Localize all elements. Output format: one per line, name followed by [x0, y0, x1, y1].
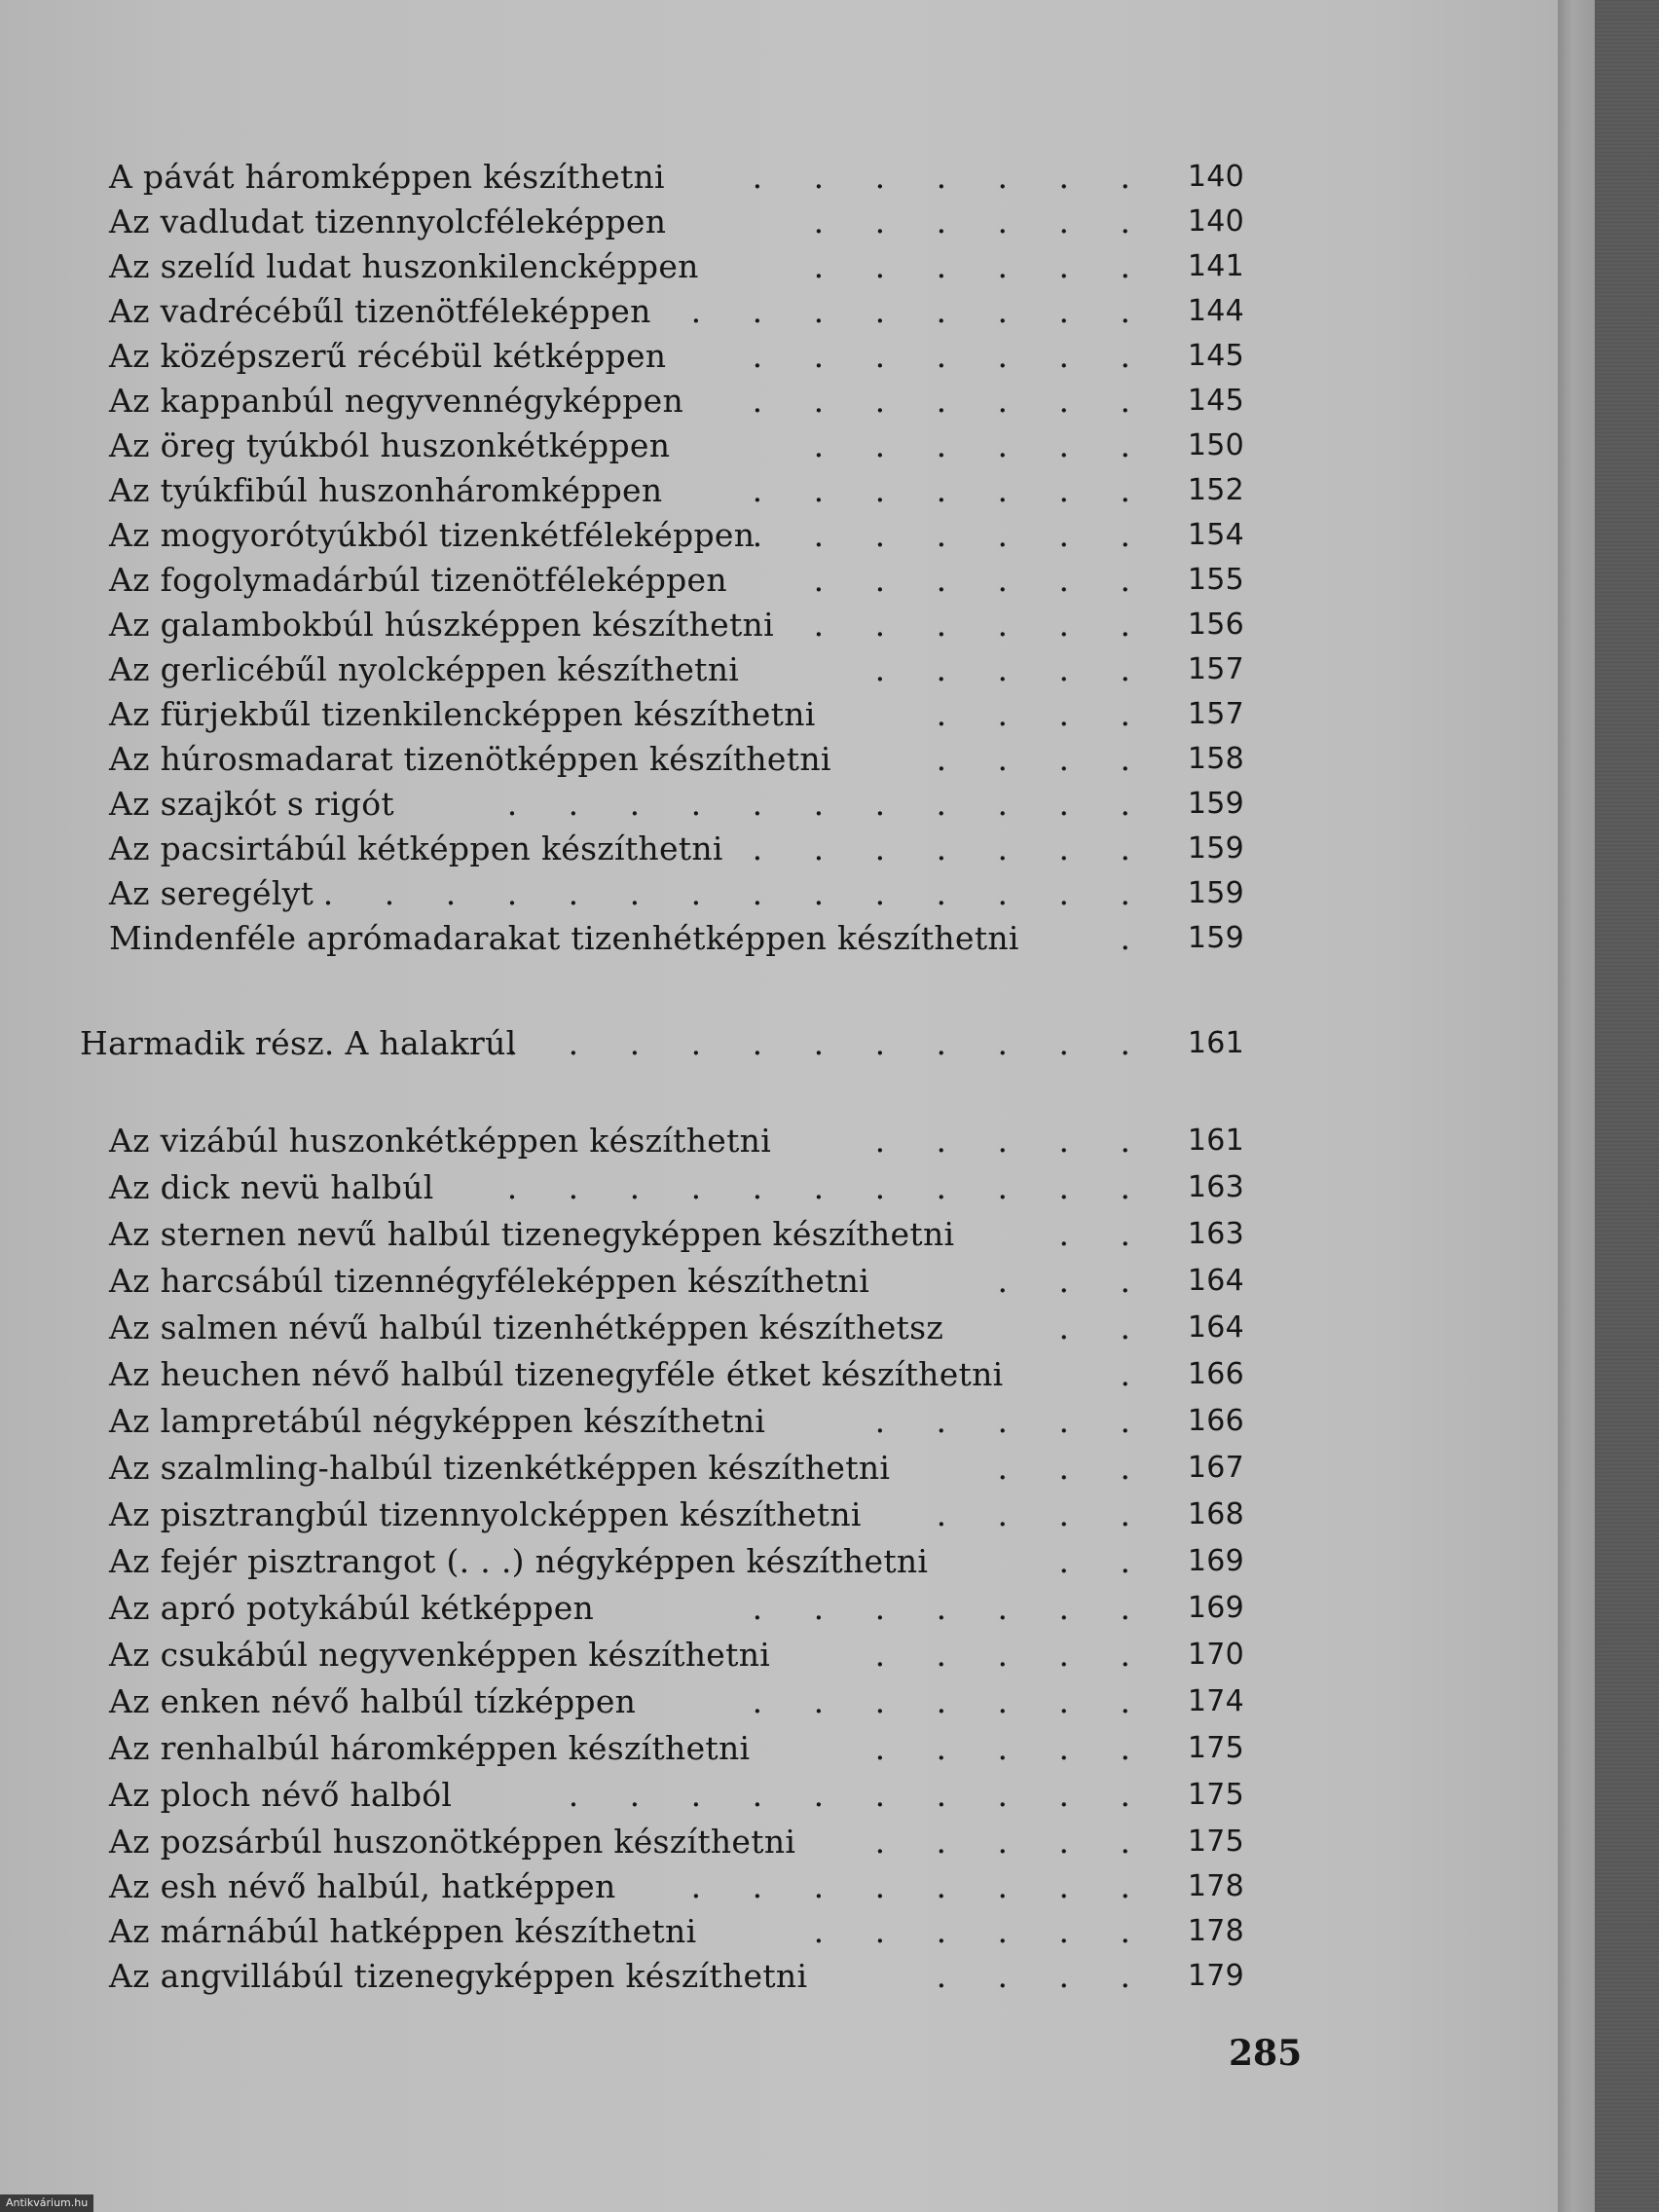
page-number: 285 [1229, 2033, 1303, 2074]
toc-entry-title: Az apró potykábúl kétképpen [109, 1589, 595, 1627]
toc-leader-dots: . . . . [936, 740, 1151, 778]
toc-entry [109, 380, 1244, 423]
toc-page-number: 163 [1187, 1217, 1244, 1251]
toc-leader-dots: . . . . . . . [752, 382, 1151, 420]
toc-entry-title: Az ploch névő halból [109, 1776, 453, 1814]
toc-leader-dots: . . . . . [874, 1729, 1151, 1767]
toc-entry-title: Az húrosmadarat tizenötképpen készíthetni [109, 740, 831, 778]
toc-page-number: 158 [1187, 742, 1244, 776]
toc-entry [109, 1865, 1244, 1908]
toc-entry [109, 1680, 1244, 1723]
toc-leader-dots: . [1120, 919, 1151, 957]
toc-leader-dots: . . . . . . . [752, 516, 1151, 554]
toc-entry-title: Az szajkót s rigót [109, 785, 394, 823]
toc-entry [109, 335, 1244, 378]
toc-leader-dots: . . . . . . . [752, 158, 1151, 196]
toc-entry-title: Az vizábúl huszonkétképpen készíthetni [109, 1122, 772, 1160]
toc-page-number: 140 [1187, 160, 1244, 194]
toc-entry [109, 469, 1244, 512]
toc-entry [109, 738, 1244, 781]
toc-page-number: 174 [1187, 1684, 1244, 1718]
toc-leader-dots: . . . . . . [813, 561, 1151, 599]
toc-page-number: 152 [1187, 473, 1244, 507]
toc-leader-dots: . . [1058, 1215, 1151, 1253]
toc-entry-title: Az harcsábúl tizennégyféleképpen készíthetni [109, 1262, 870, 1300]
toc-page-number: 179 [1187, 1959, 1244, 1993]
toc-leader-dots: . . . . . . . [752, 1589, 1151, 1627]
toc-page-number: 178 [1187, 1914, 1244, 1948]
toc-entry-title: Az heuchen névő halbúl tizenegyféle étket készíthetni [109, 1355, 1004, 1393]
toc-leader-dots: . . . . [936, 695, 1151, 733]
toc-page-number: 166 [1187, 1357, 1244, 1391]
toc-entry-title: Az angvillábúl tizenegyképpen készíthetni [109, 1957, 808, 1995]
toc-entry-title: Az mogyorótyúkból tizenkétféleképpen [109, 516, 756, 554]
section-heading-title: Harmadik rész. A halakrúl [80, 1024, 517, 1062]
toc-page-number: 175 [1187, 1778, 1244, 1812]
toc-entry [109, 1166, 1244, 1209]
toc-leader-dots: . . . . . [874, 1122, 1151, 1160]
toc-leader-dots: . [1120, 1355, 1151, 1393]
toc-leader-dots: . . . . . . . . . . [568, 1776, 1151, 1814]
toc-entry [109, 783, 1244, 826]
toc-leader-dots: . . . [997, 1449, 1151, 1487]
toc-leader-dots: . . . [997, 1262, 1151, 1300]
toc-entry-title: Az márnábúl hatképpen készíthetni [109, 1912, 697, 1950]
toc-entry [109, 1307, 1244, 1349]
toc-page-number: 141 [1187, 249, 1244, 283]
toc-entry [109, 1260, 1244, 1303]
toc-entry-title: Az lampretábúl négyképpen készíthetni [109, 1402, 766, 1440]
toc-leader-dots: . . . . . . [813, 1912, 1151, 1950]
toc-entry [109, 1821, 1244, 1863]
toc-entry-title: Az fejér pisztrangot (. . .) négyképpen készíthetni [109, 1542, 929, 1580]
toc-page-number: 170 [1187, 1638, 1244, 1672]
section-heading [80, 1022, 1244, 1065]
toc-entry-title: Mindenféle aprómadarakat tizenhétképpen készíthetni [109, 919, 1019, 957]
toc-page-number: 156 [1187, 608, 1244, 642]
toc-leader-dots: . . . . . . . . . . . [506, 1024, 1151, 1062]
toc-entry [109, 1587, 1244, 1630]
book-cover-band [1595, 0, 1659, 2212]
toc-entry-title: Az seregélyt [109, 874, 314, 912]
toc-entry-title: Az pacsirtábúl kétképpen készíthetni [109, 830, 723, 867]
toc-entry [109, 1213, 1244, 1256]
toc-entry [109, 514, 1244, 557]
toc-page-number: 169 [1187, 1591, 1244, 1625]
toc-leader-dots: . . . . [936, 1495, 1151, 1533]
toc-page-number: 150 [1187, 428, 1244, 462]
toc-entry-title: Az vadrécébűl tizenötféleképpen [109, 292, 651, 330]
toc-page-number: 161 [1187, 1124, 1244, 1158]
toc-entry-title: Az pisztrangbúl tizennyolcképpen készíthetni [109, 1495, 862, 1533]
toc-entry [109, 290, 1244, 333]
toc-entry-title: Az szalmling-halbúl tizenkétképpen készíthetni [109, 1449, 891, 1487]
toc-page-number: 157 [1187, 652, 1244, 686]
toc-entry [109, 1774, 1244, 1817]
toc-entry-title: A pávát háromképpen készíthetni [109, 158, 665, 196]
toc-entry [109, 1955, 1244, 1998]
toc-entry [109, 872, 1244, 915]
toc-entry [109, 1727, 1244, 1770]
toc-entry [109, 1353, 1244, 1396]
toc-entry-title: Az tyúkfibúl huszonháromképpen [109, 471, 663, 509]
toc-leader-dots: . . . . . . . [752, 337, 1151, 375]
toc-page-number: 175 [1187, 1825, 1244, 1859]
toc-entry-title: Az csukábúl negyvenképpen készíthetni [109, 1636, 771, 1674]
toc-entry [109, 201, 1244, 243]
toc-leader-dots: . . . . . . . . [690, 1867, 1151, 1905]
toc-leader-dots: . . . . . . . . . . . . . . [322, 874, 1151, 912]
toc-entry [109, 1493, 1244, 1536]
toc-page-number: 166 [1187, 1404, 1244, 1438]
toc-entry-title: Az galambokbúl húszképpen készíthetni [109, 606, 774, 644]
toc-leader-dots: . . . . . . [813, 203, 1151, 240]
toc-leader-dots: . . . . . . . [752, 471, 1151, 509]
toc-entry [109, 1634, 1244, 1677]
toc-entry [109, 1120, 1244, 1162]
toc-leader-dots: . . . . . . . . [690, 292, 1151, 330]
toc-leader-dots: . . . . . [874, 1823, 1151, 1861]
toc-page-number: 144 [1187, 294, 1244, 328]
toc-leader-dots: . . [1058, 1309, 1151, 1346]
toc-page-number: 161 [1187, 1026, 1244, 1060]
toc-page-number: 154 [1187, 518, 1244, 552]
toc-entry-title: Az enken névő halbúl tízképpen [109, 1682, 637, 1720]
toc-leader-dots: . . . . . [874, 1402, 1151, 1440]
toc-page-number: 159 [1187, 831, 1244, 866]
toc-entry [109, 245, 1244, 288]
toc-entry-title: Az dick nevü halbúl [109, 1168, 434, 1206]
toc-entry [109, 559, 1244, 602]
toc-leader-dots: . . . . . . [813, 606, 1151, 644]
toc-entry [109, 1910, 1244, 1953]
toc-leader-dots: . . . . . . . . . . . [506, 1168, 1151, 1206]
toc-page-number: 157 [1187, 697, 1244, 731]
toc-leader-dots: . . . . . . . [752, 830, 1151, 867]
toc-page-number: 169 [1187, 1544, 1244, 1578]
toc-entry [109, 1400, 1244, 1443]
toc-entry-title: Az sternen nevű halbúl tizenegyképpen készíthetni [109, 1215, 955, 1253]
toc-page-number: 145 [1187, 384, 1244, 418]
toc-entry [109, 604, 1244, 646]
watermark-label: Antikvárium.hu [0, 2194, 93, 2212]
toc-page-number: 175 [1187, 1731, 1244, 1765]
toc-entry-title: Az esh névő halbúl, hatképpen [109, 1867, 616, 1905]
toc-page-number: 159 [1187, 921, 1244, 955]
toc-leader-dots: . . . . . . . . . . . [506, 785, 1151, 823]
toc-entry [109, 424, 1244, 467]
toc-leader-dots: . . . . . [874, 650, 1151, 688]
toc-page-number: 159 [1187, 876, 1244, 910]
toc-leader-dots: . . [1058, 1542, 1151, 1580]
toc-entry [109, 648, 1244, 691]
toc-entry [109, 828, 1244, 870]
toc-page-number: 167 [1187, 1451, 1244, 1485]
toc-entry-title: Az vadludat tizennyolcféleképpen [109, 203, 667, 240]
toc-leader-dots: . . . . . . . [752, 1682, 1151, 1720]
toc-leader-dots: . . . . . . [813, 426, 1151, 464]
toc-entry-title: Az kappanbúl negyvennégyképpen [109, 382, 684, 420]
toc-entry [109, 917, 1244, 960]
toc-entry-title: Az pozsárbúl huszonötképpen készíthetni [109, 1823, 796, 1861]
toc-leader-dots: . . . . [936, 1957, 1151, 1995]
toc-page-number: 159 [1187, 787, 1244, 821]
toc-entry-title: Az szelíd ludat huszonkilencképpen [109, 247, 699, 285]
toc-entry-title: Az középszerű récébül kétképpen [109, 337, 667, 375]
toc-entry-title: Az renhalbúl háromképpen készíthetni [109, 1729, 751, 1767]
toc-entry [109, 156, 1244, 199]
toc-page-number: 163 [1187, 1170, 1244, 1204]
toc-entry-title: Az fogolymadárbúl tizenötféleképpen [109, 561, 727, 599]
toc-page-number: 164 [1187, 1264, 1244, 1298]
toc-entry-title: Az öreg tyúkból huszonkétképpen [109, 426, 671, 464]
book-cover-edge [1558, 0, 1595, 2212]
toc-page-number: 178 [1187, 1869, 1244, 1903]
toc-page-number: 155 [1187, 563, 1244, 597]
toc-entry [109, 693, 1244, 736]
toc-page-number: 168 [1187, 1497, 1244, 1531]
toc-entry-title: Az fürjekbűl tizenkilencképpen készíthetni [109, 695, 816, 733]
toc-page-number: 145 [1187, 339, 1244, 373]
toc-leader-dots: . . . . . [874, 1636, 1151, 1674]
toc-entry [109, 1447, 1244, 1490]
toc-entry-title: Az salmen névű halbúl tizenhétképpen készíthetsz [109, 1309, 944, 1346]
toc-entry-title: Az gerlicébűl nyolcképpen készíthetni [109, 650, 740, 688]
toc-page-number: 140 [1187, 204, 1244, 239]
toc-leader-dots: . . . . . . [813, 247, 1151, 285]
toc-page-number: 164 [1187, 1310, 1244, 1345]
toc-entry [109, 1540, 1244, 1583]
